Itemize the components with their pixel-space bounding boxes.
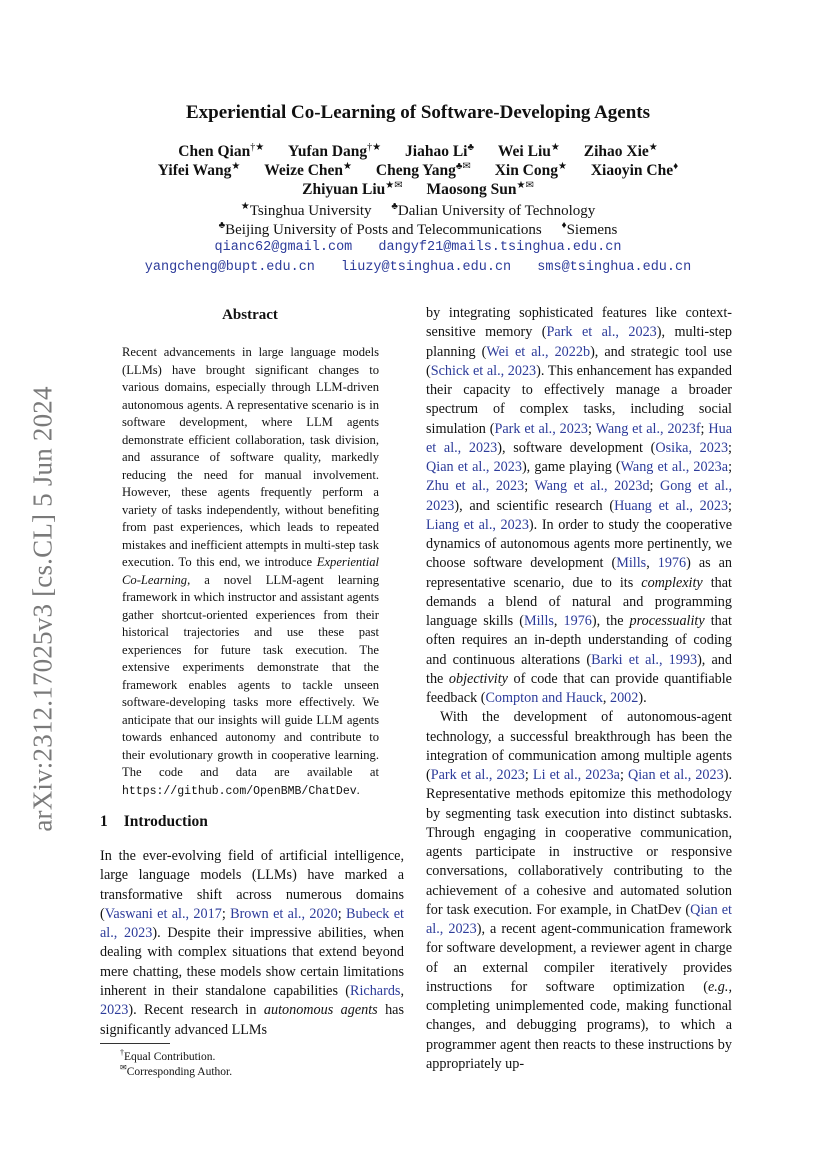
author: Jiahao Li♣ xyxy=(405,142,475,161)
author: Yufan Dang†★ xyxy=(288,142,382,161)
introduction-right-column: by integrating sophisticated features like context-sensitive memory (Park et al., 2023), multi-step planning (Wei et al., 2022b), and strategic tool use (Schick et al., 2023). This enhancement has expanded their capacity to effectively manage a broader spectrum of complex tasks, including social simulation (Park et al., 2023; Wang et al., 2023f; Hua et al., 2023), software development (Osika, 2023; Qian et al., 2023), game playing (Wang et al., 2023a; Zhu et al., 2023; Wang et al., 2023d; Gong et al., 2023), and scientific research (Huang et al., 2023; Liang et al., 2023). In order to study the cooperative dynamics of autonomous agents more pertinently, we choose software development (Mills, 1976) as an representative scenario, due to its complexity that demands a blend of natural and programming language skills (Mills, 1976), the processuality that often requires an in-depth understanding of coding and continuous alterations (Barki et al., 1993), and the objectivity of code that can provide quantifiable feedback (Compton and Hauck, 2002). With the development of autonomous-agent technology, a successful breakthrough has been the integration of communication among multiple agents (Park et al., 2023; Li et al., 2023a; Qian et al., 2023). Representative methods epitomize this methodology by segmenting task execution into distinct subtasks. Through engaging in cooperative communication, agents participate in instructive or responsive conversations, collaboratively contributing to the achievement of a cohesive and automated solution for task execution. For example, in ChatDev (Qian et al., 2023), a recent agent-communication framework for software development, a reviewer agent in charge of an external compiler iteratively provides instructions for software optimization (e.g., completing unimplemented code, making functional changes, and debugging programs), to which a programmer agent then reacts to these instructions by appropriately up- xyxy=(426,305,733,1072)
author: Xiaoyin Che♦ xyxy=(590,161,679,180)
affiliation: ♦Siemens xyxy=(561,220,618,238)
author: Yifei Wang★ xyxy=(157,161,241,180)
author: Maosong Sun★✉ xyxy=(426,180,534,199)
arxiv-identifier-text: arXiv:2312.17025v3 [cs.CL] 5 Jun 2024 xyxy=(27,386,58,832)
code-url-link[interactable]: https://github.com/OpenBMB/ChatDev xyxy=(122,784,357,798)
emails-line-1 xyxy=(80,240,756,255)
email-link[interactable]: dangyf21@mails.tsinghua.edu.cn xyxy=(378,240,622,255)
arxiv-identifier xyxy=(22,376,64,842)
author: Xin Cong★ xyxy=(494,161,567,180)
author: Wei Liu★ xyxy=(497,142,560,161)
author: Zhiyuan Liu★✉ xyxy=(302,180,403,199)
email-link[interactable]: qianc62@gmail.com xyxy=(214,240,353,255)
emails-line-2 xyxy=(80,260,756,275)
affiliations-line-1 xyxy=(80,201,756,220)
affiliation: ♣Beijing University of Posts and Telecommunications xyxy=(218,220,542,238)
abstract-body: Recent advancements in large language models (LLMs) have brought significant changes to various domains, especially through LLM-driven autonomous agents. A representative scenario is in software development, where LLM agents demonstrate efficient collaboration, task division, and assurance of software quality, markedly reducing the need for manual involvement. However, these agents frequently perform a variety of tasks independently, without benefiting from past experiences, which leads to repeated mistakes and inefficient attempts in multi-step task execution. To this end, we introduce Experiential Co-Learning, a novel LLM-agent learning framework in which instructor and assistant agents gather shortcut-oriented experiences from their historical trajectories and use these past experiences for future task execution. The extensive experiments demonstrate that the framework enables agents to tackle unseen software-developing tasks more effectively. We anticipate that our insights will guide LLM agents towards enhanced autonomy and contribute to their evolutionary growth in cooperative learning. The code and data are available at https://github.com/OpenBMB/ChatDev. xyxy=(122,345,379,798)
section-heading-introduction: 1 Introduction xyxy=(100,813,208,830)
authors-line-2 xyxy=(80,161,756,180)
footnote-corresponding-author: ✉Corresponding Author. xyxy=(120,1063,233,1078)
footnote-divider xyxy=(100,1043,170,1044)
footnote-equal-contribution: †Equal Contribution. xyxy=(120,1048,216,1063)
author: Zihao Xie★ xyxy=(583,142,658,161)
author: Weize Chen★ xyxy=(264,161,353,180)
authors-line-1 xyxy=(80,142,756,161)
email-link[interactable]: liuzy@tsinghua.edu.cn xyxy=(341,260,512,275)
email-link[interactable]: yangcheng@bupt.edu.cn xyxy=(144,260,315,275)
introduction-left-column: In the ever-evolving field of artificial intelligence, large language models (LLMs) have marked a transformative shift across numerous domains (Vaswani et al., 2017; Brown et al., 2020; Bubeck et al., 2023). Despite their impressive abilities, when dealing with complex situations that extend beyond mere chatting, these models show certain limitations inherent in their standalone capabilities (Richards, 2023). Recent research in autonomous agents has significantly advanced LLMs xyxy=(100,848,404,1038)
affiliation: ♣Dalian University of Technology xyxy=(391,201,596,219)
email-link[interactable]: sms@tsinghua.edu.cn xyxy=(537,260,692,275)
paper-title: Experiential Co-Learning of Software-Developing Agents xyxy=(185,102,651,123)
abstract-heading: Abstract xyxy=(222,307,278,323)
authors-line-3 xyxy=(80,180,756,199)
author: Cheng Yang♣✉ xyxy=(375,161,471,180)
author: Chen Qian†★ xyxy=(178,142,265,161)
affiliation: ★Tsinghua University xyxy=(240,201,372,219)
affiliations-line-2 xyxy=(80,220,756,239)
